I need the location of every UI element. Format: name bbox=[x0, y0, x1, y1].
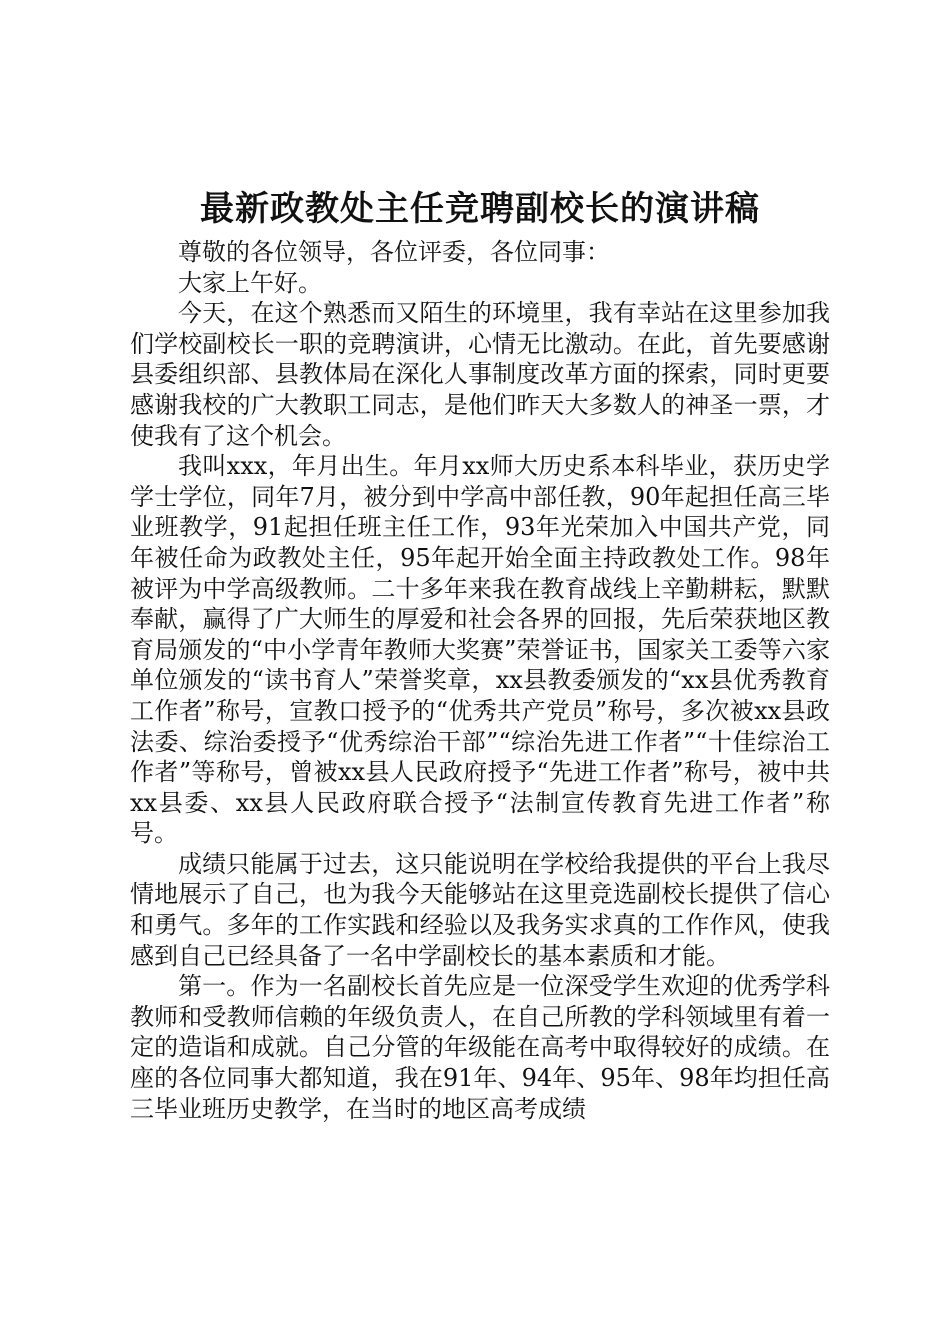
paragraph-salutation: 尊敬的各位领导，各位评委，各位同事： bbox=[178, 238, 610, 266]
paragraph-reflection: 成绩只能属于过去，这只能说明在学校给我提供的平台上我尽情地展示了自己，也为我今天能够站在这里竞选副校长提供了信心和勇气。多年的工作实践和经验以及我务实求真的工作作风，使我感到自己已经具备了一名中学副校长的基本素质和才能。 bbox=[130, 849, 830, 970]
paragraph-greeting: 大家上午好。 bbox=[178, 268, 322, 297]
document-title: 最新政教处主任竞聘副校长的演讲稿 bbox=[200, 189, 760, 229]
paragraph-biography: 我叫xxx，年月出生。年月xx师大历史系本科毕业，获历史学学士学位，同年7月，被分到中学高中部任教，90年起担任高三毕业班教学，91起担任班主任工作，93年光荣加入中国共产党，同年被任命为政教处主任，95年起开始全面主持政教处工作。98年被评为中学高级教师。二十多年来我在教育战线上辛勤耕耘，默默奉献，赢得了广大师生的厚爱和社会各界的回报，先后荣获地区教育局颁发的“中小学青年教师大奖赛”荣誉证书，国家关工委等六家单位颁发的“读书育人”荣誉奖章，xx县教委颁发的“xx县优秀教育工作者”称号，宣教口授予的“优秀共产党员”称号，多次被xx县政法委、综治委授予“优秀综治干部”“综治先进工作者”“十佳综治工作者”等称号，曾被xx县人民政府授予“先进工作者”称号，被中共xx县委、xx县人民政府联合授予“法制宣传教育先进工作者”称号。 bbox=[130, 452, 830, 848]
paragraph-opening: 今天，在这个熟悉而又陌生的环境里，我有幸站在这里参加我们学校副校长一职的竞聘演讲，心情无比激动。在此，首先要感谢县委组织部、县教体局在深化人事制度改革方面的探索，同时更要感谢我校的广大教职工同志，是他们昨天大多数人的神圣一票，才使我有了这个机会。 bbox=[130, 299, 830, 450]
paragraph-point-one: 第一。作为一名副校长首先应是一位深受学生欢迎的优秀学科教师和受教师信赖的年级负责人，在自己所教的学科领域里有着一定的造诣和成就。自己分管的年级能在高考中取得较好的成绩。在座的各位同事大都知道，我在91年、94年、95年、98年均担任高三毕业班历史教学，在当时的地区高考成绩 bbox=[130, 972, 830, 1123]
document-page bbox=[130, 185, 830, 1124]
